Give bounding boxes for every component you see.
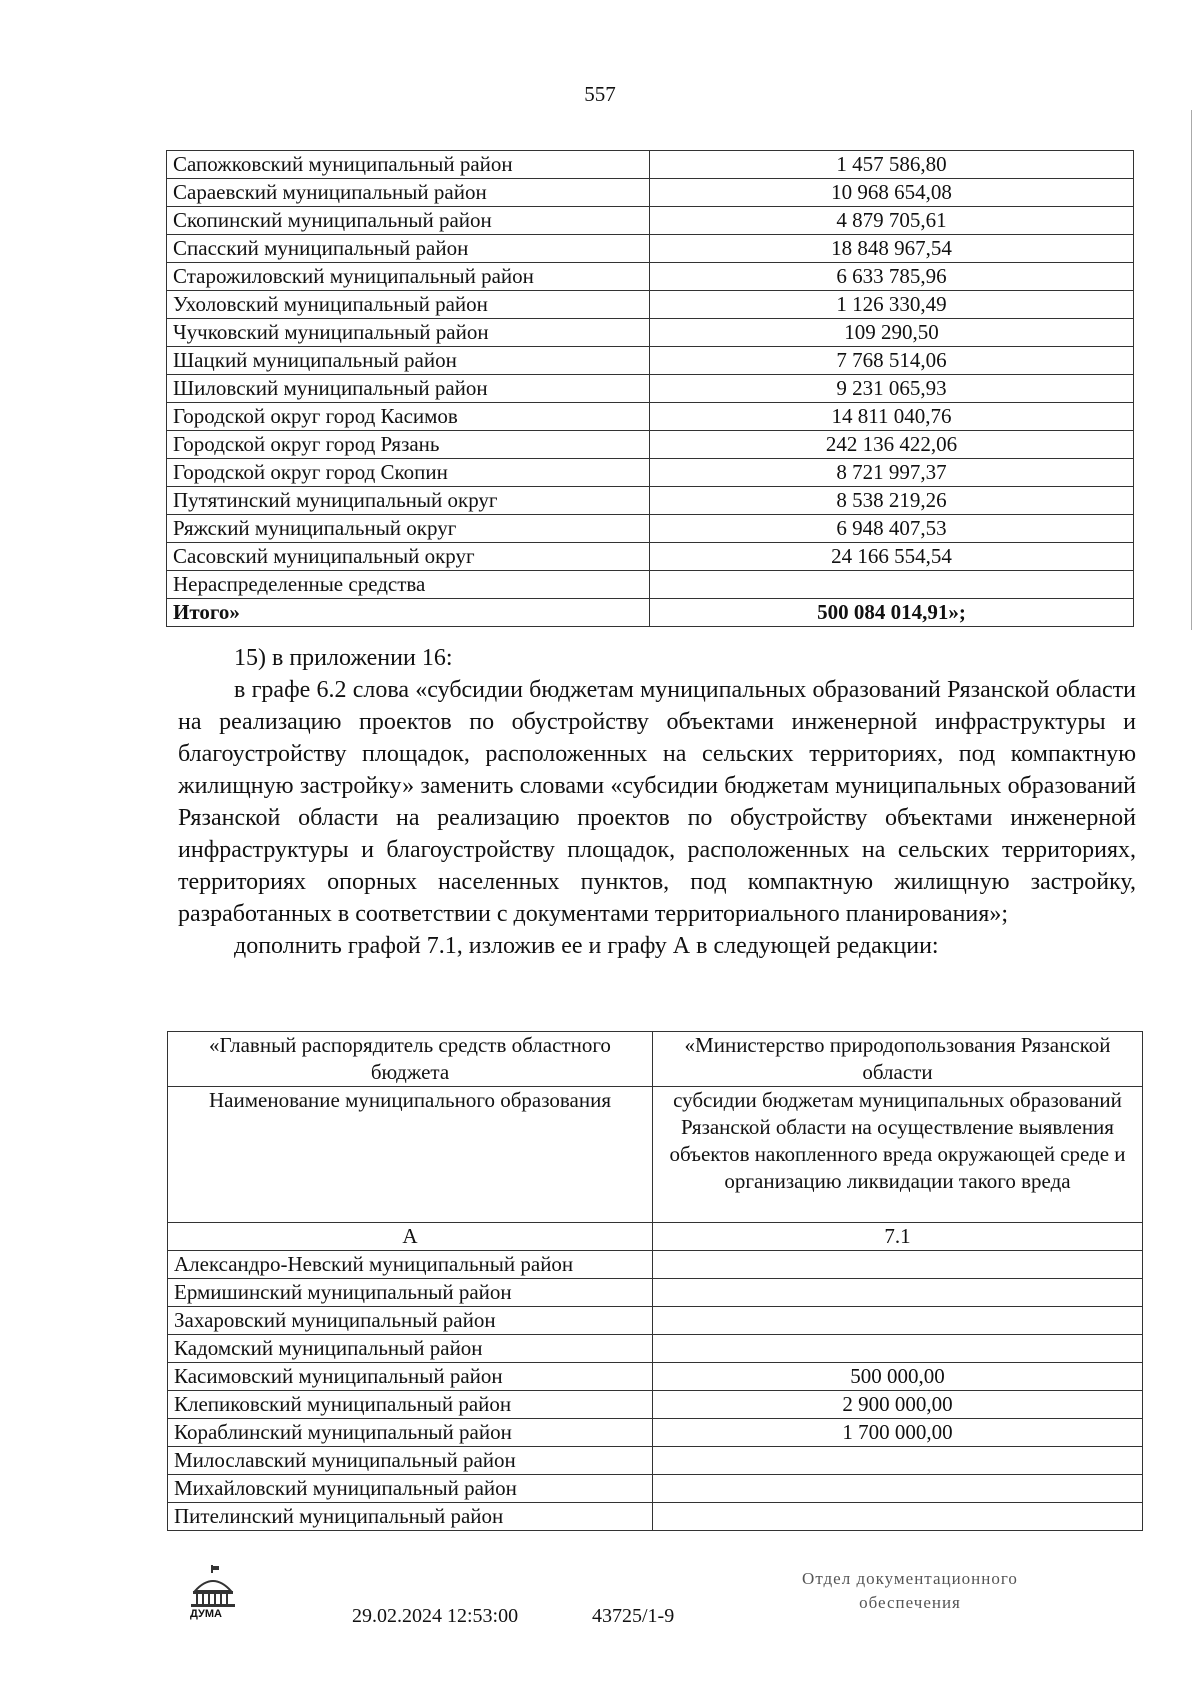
district-name: Клепиковский муниципальный район (168, 1391, 653, 1419)
amount-value: 8 721 997,37 (650, 459, 1134, 487)
table-row (168, 1363, 1143, 1391)
footer-date: 29.02.2024 12:53:00 (352, 1605, 519, 1627)
table-row (167, 403, 1134, 431)
amount-value: 242 136 422,06 (650, 431, 1134, 459)
table-row (167, 319, 1134, 347)
table-row (168, 1475, 1143, 1503)
stamp-line-1: Отдел документационного (802, 1569, 1018, 1588)
amount-value: 14 811 040,76 (650, 403, 1134, 431)
header-row-3 (168, 1223, 1143, 1251)
table-row (167, 487, 1134, 515)
amount-value: 10 968 654,08 (650, 179, 1134, 207)
district-name: Пителинский муниципальный район (168, 1503, 653, 1531)
table-row (167, 347, 1134, 375)
amount-value: 1 457 586,80 (650, 151, 1134, 179)
district-name: Сапожковский муниципальный район (167, 151, 650, 179)
amount-value: 7 768 514,06 (650, 347, 1134, 375)
district-name: Милославский муниципальный район (168, 1447, 653, 1475)
subsidy-value (653, 1307, 1143, 1335)
district-name: Городской округ город Касимов (167, 403, 650, 431)
duma-logo-icon (183, 1563, 243, 1613)
total-value: 500 084 014,91»; (650, 599, 1134, 627)
amount-value: 6 633 785,96 (650, 263, 1134, 291)
district-name: Михайловский муниципальный район (168, 1475, 653, 1503)
table-row (167, 263, 1134, 291)
table-row (168, 1307, 1143, 1335)
subsidy-value: 1 700 000,00 (653, 1419, 1143, 1447)
col-label-a: А (168, 1223, 653, 1251)
district-name: Скопинский муниципальный район (167, 207, 650, 235)
table-row (167, 151, 1134, 179)
table-row (167, 431, 1134, 459)
district-name: Сараевский муниципальный район (167, 179, 650, 207)
amount-value: 9 231 065,93 (650, 375, 1134, 403)
subsidy-value (653, 1503, 1143, 1531)
page-number: 557 (584, 82, 616, 106)
col-label-7-1: 7.1 (653, 1223, 1143, 1251)
total-label: Итого» (167, 599, 650, 627)
table-row (167, 235, 1134, 263)
header-row-1 (168, 1032, 1143, 1087)
table-row (168, 1447, 1143, 1475)
subsidy-value (653, 1335, 1143, 1363)
district-name: Кораблинский муниципальный район (168, 1419, 653, 1447)
district-name: Чучковский муниципальный район (167, 319, 650, 347)
body-text (178, 642, 1136, 962)
paragraph-2: дополнить графой 7.1, изложив ее и графу А в следующей редакции: (234, 933, 939, 959)
table-row (167, 571, 1134, 599)
district-name: Городской округ город Рязань (167, 431, 650, 459)
subsidy-value (653, 1475, 1143, 1503)
district-name: Городской округ город Скопин (167, 459, 650, 487)
district-name: Сасовский муниципальный округ (167, 543, 650, 571)
table-row (168, 1419, 1143, 1447)
department-stamp (760, 1567, 1060, 1615)
district-name: Захаровский муниципальный район (168, 1307, 653, 1335)
district-name: Нераспределенные средства (167, 571, 650, 599)
district-name: Ряжский муниципальный округ (167, 515, 650, 543)
stamp-line-2: обеспечения (859, 1593, 961, 1612)
total-row (167, 599, 1134, 627)
subsidy-table (167, 1031, 1143, 1531)
amount-value: 1 126 330,49 (650, 291, 1134, 319)
paragraph-1: в графе 6.2 слова «субсидии бюджетам муниципальных образований Рязанской области на реализацию проектов по обустройству объектами инженерной инфраструктуры и благоустройству площадок, расположенных на сельских территориях, под компактную жилищную застройку» заменить словами «субсидии бюджетам муниципальных образований Рязанской области на реализацию проектов по обустройству объектами инженерной инфраструктуры и благоустройству площадок, расположенных на сельских территориях, территориях опорных населенных пунктов, под компактную жилищную застройку, разработанных в соответствии с документами территориального планирования»; (178, 677, 1136, 927)
district-name: Шацкий муниципальный район (167, 347, 650, 375)
table-row (167, 207, 1134, 235)
amount-value: 18 848 967,54 (650, 235, 1134, 263)
subsidy-value (653, 1251, 1143, 1279)
table-row (168, 1335, 1143, 1363)
header-row-2 (168, 1087, 1143, 1223)
header-c2: «Министерство природопользования Рязанской области (653, 1032, 1143, 1087)
table-row (168, 1391, 1143, 1419)
subsidy-value (653, 1447, 1143, 1475)
table-row (167, 291, 1134, 319)
table-row (167, 459, 1134, 487)
subsidy-value: 500 000,00 (653, 1363, 1143, 1391)
header-subsidy-col: субсидии бюджетам муниципальных образований Рязанской области на осуществление выявления объектов накопленного вреда окружающей среде и организацию ликвидации такого вреда (653, 1087, 1143, 1223)
table-row (167, 543, 1134, 571)
table-row (168, 1279, 1143, 1307)
budget-table (166, 150, 1134, 627)
district-name: Александро-Невский муниципальный район (168, 1251, 653, 1279)
subsidy-value (653, 1279, 1143, 1307)
amount-value: 8 538 219,26 (650, 487, 1134, 515)
amount-value (650, 571, 1134, 599)
district-name: Путятинский муниципальный округ (167, 487, 650, 515)
table-row (168, 1251, 1143, 1279)
amount-value: 6 948 407,53 (650, 515, 1134, 543)
header-c1: «Главный распорядитель средств областного бюджета (168, 1032, 653, 1087)
table-row (168, 1503, 1143, 1531)
district-name: Ухоловский муниципальный район (167, 291, 650, 319)
amount-value: 24 166 554,54 (650, 543, 1134, 571)
district-name: Шиловский муниципальный район (167, 375, 650, 403)
district-name: Касимовский муниципальный район (168, 1363, 653, 1391)
district-name: Старожиловский муниципальный район (167, 263, 650, 291)
district-name: Ермишинский муниципальный район (168, 1279, 653, 1307)
table-row (167, 375, 1134, 403)
amount-value: 109 290,50 (650, 319, 1134, 347)
subsidy-value: 2 900 000,00 (653, 1391, 1143, 1419)
footer-doc-number: 43725/1-9 (592, 1605, 675, 1627)
amount-value: 4 879 705,61 (650, 207, 1134, 235)
item-15: 15) в приложении 16: (234, 645, 453, 671)
header-name-col: Наименование муниципального образования (168, 1087, 653, 1223)
district-name: Спасский муниципальный район (167, 235, 650, 263)
margin-line (1191, 110, 1192, 630)
district-name: Кадомский муниципальный район (168, 1335, 653, 1363)
table-row (167, 515, 1134, 543)
table-row (167, 179, 1134, 207)
logo-text: ДУМА (190, 1608, 222, 1620)
